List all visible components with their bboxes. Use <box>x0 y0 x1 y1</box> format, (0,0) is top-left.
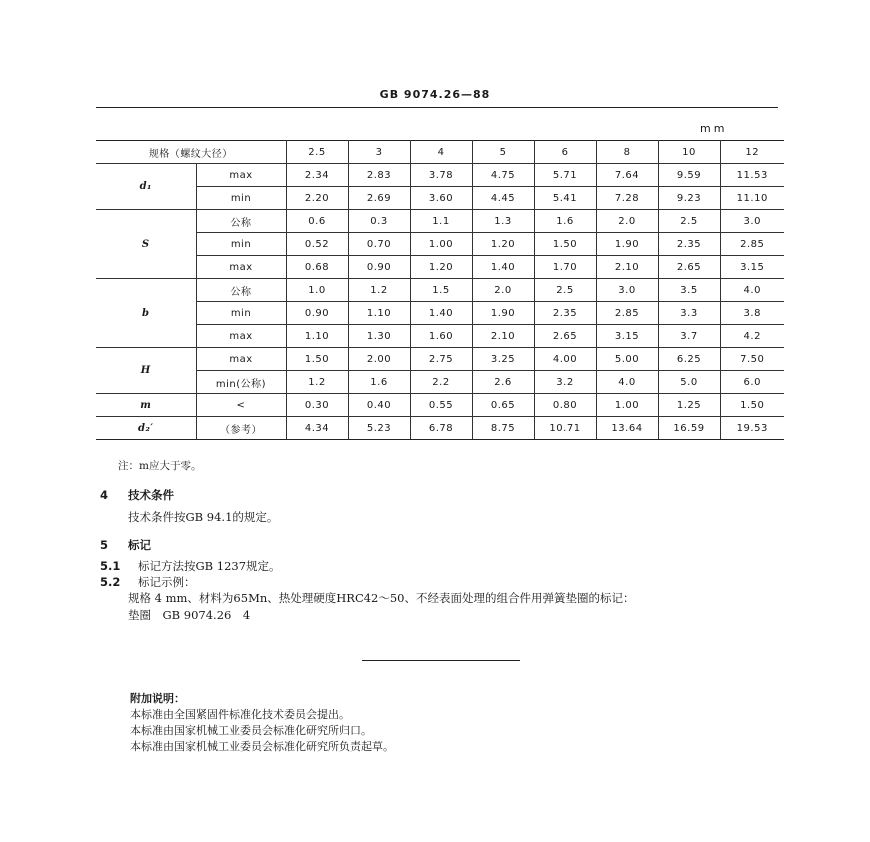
symbol-d2: d₂′ <box>96 417 196 440</box>
value-cell: 2.0 <box>596 210 658 233</box>
value-cell: 1.00 <box>410 233 472 256</box>
section-5-1 <box>100 558 281 574</box>
additional-note-line: 本标准由国家机械工业委员会标准化研究所负责起草。 <box>130 740 394 753</box>
dimension-table <box>96 140 784 440</box>
table-row <box>96 348 784 371</box>
value-cell: 2.65 <box>534 325 596 348</box>
value-cell: 7.64 <box>596 164 658 187</box>
table-row <box>96 302 784 325</box>
unit-label: mm <box>700 122 728 135</box>
value-cell: 1.6 <box>348 371 410 394</box>
sub-label: max <box>196 325 286 348</box>
value-cell: 4.0 <box>720 279 784 302</box>
section-4-body: 技术条件按GB 94.1的规定。 <box>128 510 279 524</box>
table-row <box>96 164 784 187</box>
value-cell: 7.28 <box>596 187 658 210</box>
sub-label: min(公称) <box>196 371 286 394</box>
value-cell: 2.85 <box>596 302 658 325</box>
additional-note-line: 本标准由国家机械工业委员会标准化研究所归口。 <box>130 724 372 737</box>
standard-header: GB 9074.26—88 <box>379 88 491 101</box>
value-cell: 11.53 <box>720 164 784 187</box>
value-cell: 0.3 <box>348 210 410 233</box>
symbol-d1: d₁ <box>96 164 196 210</box>
section-number: 4 <box>100 488 109 502</box>
value-cell: 3.8 <box>720 302 784 325</box>
value-cell: 2.65 <box>658 256 720 279</box>
value-cell: 4.2 <box>720 325 784 348</box>
value-cell: 2.35 <box>658 233 720 256</box>
value-cell: 1.30 <box>348 325 410 348</box>
value-cell: 0.80 <box>534 394 596 417</box>
value-cell: 1.10 <box>286 325 348 348</box>
sub-label: min <box>196 187 286 210</box>
table-row <box>96 256 784 279</box>
size-cell: 5 <box>472 141 534 164</box>
table-row <box>96 210 784 233</box>
header-rule <box>96 107 778 108</box>
table-row <box>96 371 784 394</box>
size-cell: 10 <box>658 141 720 164</box>
value-cell: 0.68 <box>286 256 348 279</box>
size-cell: 8 <box>596 141 658 164</box>
value-cell: 8.75 <box>472 417 534 440</box>
value-cell: 2.83 <box>348 164 410 187</box>
value-cell: 1.40 <box>472 256 534 279</box>
value-cell: 2.5 <box>658 210 720 233</box>
value-cell: 6.25 <box>658 348 720 371</box>
value-cell: 4.0 <box>596 371 658 394</box>
value-cell: 1.90 <box>472 302 534 325</box>
section-text: 标记方法按GB 1237规定。 <box>138 559 281 573</box>
symbol-b: b <box>96 279 196 348</box>
section-number: 5.1 <box>100 559 121 573</box>
value-cell: 2.0 <box>472 279 534 302</box>
section-title: 标记 <box>128 538 151 552</box>
value-cell: 2.75 <box>410 348 472 371</box>
size-cell: 2.5 <box>286 141 348 164</box>
value-cell: 3.60 <box>410 187 472 210</box>
sub-label: max <box>196 348 286 371</box>
value-cell: 0.90 <box>286 302 348 325</box>
value-cell: 2.85 <box>720 233 784 256</box>
value-cell: 0.55 <box>410 394 472 417</box>
value-cell: 5.23 <box>348 417 410 440</box>
value-cell: 1.2 <box>286 371 348 394</box>
additional-note-line: 本标准由全国紧固件标准化技术委员会提出。 <box>130 708 350 721</box>
value-cell: 3.0 <box>596 279 658 302</box>
value-cell: 1.70 <box>534 256 596 279</box>
value-cell: 5.0 <box>658 371 720 394</box>
value-cell: 1.40 <box>410 302 472 325</box>
sub-label: 公称 <box>196 210 286 233</box>
value-cell: 3.15 <box>596 325 658 348</box>
value-cell: 0.6 <box>286 210 348 233</box>
value-cell: 2.10 <box>596 256 658 279</box>
value-cell: 5.41 <box>534 187 596 210</box>
value-cell: 0.70 <box>348 233 410 256</box>
value-cell: 3.5 <box>658 279 720 302</box>
value-cell: 4.75 <box>472 164 534 187</box>
value-cell: 4.00 <box>534 348 596 371</box>
value-cell: 1.1 <box>410 210 472 233</box>
value-cell: 10.71 <box>534 417 596 440</box>
sub-label: min <box>196 302 286 325</box>
value-cell: 9.23 <box>658 187 720 210</box>
value-cell: 19.53 <box>720 417 784 440</box>
sub-label: max <box>196 256 286 279</box>
value-cell: 0.40 <box>348 394 410 417</box>
value-cell: 9.59 <box>658 164 720 187</box>
section-title: 技术条件 <box>128 488 174 502</box>
value-cell: 2.6 <box>472 371 534 394</box>
section-text: 标记示例： <box>138 575 196 589</box>
sub-label: max <box>196 164 286 187</box>
value-cell: 13.64 <box>596 417 658 440</box>
sub-label: min <box>196 233 286 256</box>
value-cell: 1.3 <box>472 210 534 233</box>
table-row <box>96 279 784 302</box>
section-5-2 <box>100 574 196 590</box>
value-cell: 3.15 <box>720 256 784 279</box>
value-cell: 3.25 <box>472 348 534 371</box>
section-5-heading <box>100 537 151 553</box>
value-cell: 2.35 <box>534 302 596 325</box>
value-cell: 3.2 <box>534 371 596 394</box>
table-row <box>96 325 784 348</box>
symbol-m: m <box>96 394 196 417</box>
value-cell: 1.6 <box>534 210 596 233</box>
value-cell: 4.45 <box>472 187 534 210</box>
value-cell: 0.65 <box>472 394 534 417</box>
spec-label: 规格（螺纹大径） <box>96 141 286 164</box>
value-cell: 3.3 <box>658 302 720 325</box>
size-cell: 6 <box>534 141 596 164</box>
table-header-row <box>96 141 784 164</box>
value-cell: 1.0 <box>286 279 348 302</box>
value-cell: 1.25 <box>658 394 720 417</box>
value-cell: 1.90 <box>596 233 658 256</box>
value-cell: 6.0 <box>720 371 784 394</box>
sub-label: < <box>196 394 286 417</box>
value-cell: 4.34 <box>286 417 348 440</box>
value-cell: 2.2 <box>410 371 472 394</box>
sub-label: （参考） <box>196 417 286 440</box>
value-cell: 2.10 <box>472 325 534 348</box>
value-cell: 2.69 <box>348 187 410 210</box>
value-cell: 1.50 <box>286 348 348 371</box>
value-cell: 1.10 <box>348 302 410 325</box>
value-cell: 2.34 <box>286 164 348 187</box>
value-cell: 1.2 <box>348 279 410 302</box>
value-cell: 1.60 <box>410 325 472 348</box>
table-note: 注：m应大于零。 <box>118 460 202 472</box>
value-cell: 1.20 <box>410 256 472 279</box>
additional-notes-title: 附加说明： <box>130 692 185 705</box>
value-cell: 0.52 <box>286 233 348 256</box>
size-cell: 4 <box>410 141 472 164</box>
value-cell: 0.30 <box>286 394 348 417</box>
sub-label: 公称 <box>196 279 286 302</box>
size-cell: 12 <box>720 141 784 164</box>
size-cell: 3 <box>348 141 410 164</box>
table-row <box>96 417 784 440</box>
section-4-heading <box>100 487 174 503</box>
value-cell: 1.50 <box>720 394 784 417</box>
value-cell: 2.20 <box>286 187 348 210</box>
value-cell: 7.50 <box>720 348 784 371</box>
value-cell: 2.5 <box>534 279 596 302</box>
marking-example-text: 规格 4 mm、材料为65Mn、热处理硬度HRC42～50、不经表面处理的组合件用弹簧垫圈的标记： <box>128 591 635 605</box>
symbol-s: S <box>96 210 196 279</box>
value-cell: 5.00 <box>596 348 658 371</box>
table-row <box>96 233 784 256</box>
value-cell: 3.7 <box>658 325 720 348</box>
value-cell: 6.78 <box>410 417 472 440</box>
value-cell: 16.59 <box>658 417 720 440</box>
value-cell: 1.5 <box>410 279 472 302</box>
section-number: 5 <box>100 538 109 552</box>
section-number: 5.2 <box>100 575 121 589</box>
symbol-h: H <box>96 348 196 394</box>
value-cell: 2.00 <box>348 348 410 371</box>
value-cell: 5.71 <box>534 164 596 187</box>
section-divider <box>362 660 520 661</box>
value-cell: 3.78 <box>410 164 472 187</box>
value-cell: 1.50 <box>534 233 596 256</box>
value-cell: 1.00 <box>596 394 658 417</box>
marking-example: 垫圈 GB 9074.26 4 <box>128 608 251 622</box>
value-cell: 0.90 <box>348 256 410 279</box>
table-row <box>96 394 784 417</box>
value-cell: 1.20 <box>472 233 534 256</box>
value-cell: 3.0 <box>720 210 784 233</box>
table-row <box>96 187 784 210</box>
value-cell: 11.10 <box>720 187 784 210</box>
